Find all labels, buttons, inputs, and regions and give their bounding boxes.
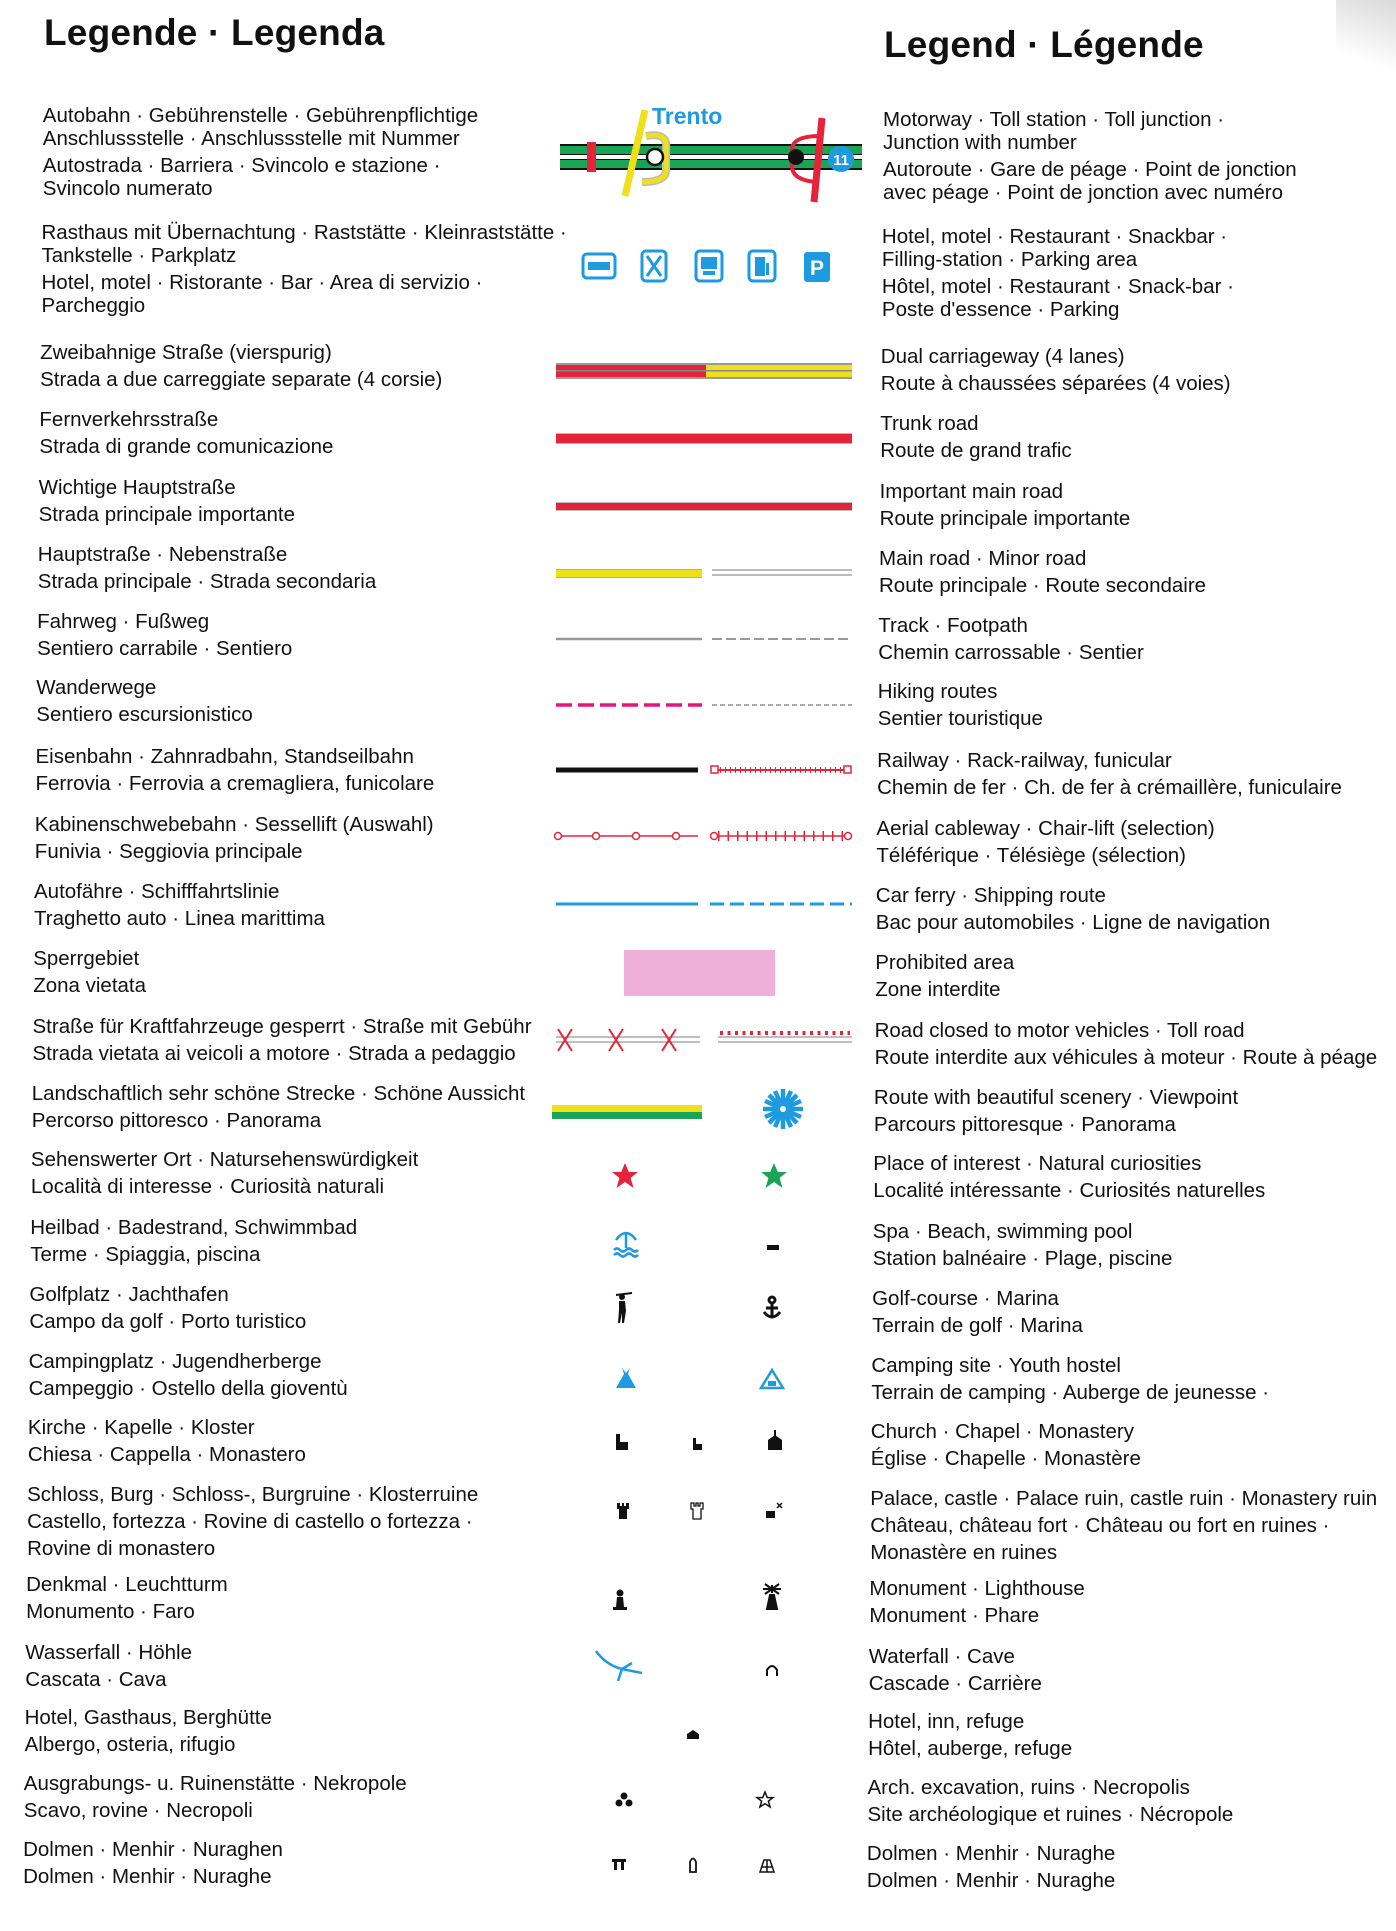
junction-icon [647, 149, 663, 165]
legend-line: Hotel, motel · Restaurant · Snackbar · [881, 225, 1228, 248]
legend-line: Fahrweg · Fußweg [37, 610, 210, 633]
legend-text-german-italian [39, 474, 295, 528]
legend-line: Église · Chapelle · Monastère [870, 1447, 1141, 1470]
legend-line: Junction with number [883, 131, 1077, 154]
cave-icon [767, 1666, 777, 1676]
legend-line: Monument · Phare [869, 1604, 1040, 1627]
legend-line: Hôtel, motel · Restaurant · Snack-bar · [881, 275, 1234, 298]
church-icon [616, 1434, 628, 1450]
legend-line: Route interdite aux véhicules à moteur · Route à péage [874, 1046, 1378, 1069]
legend-line: Strada principale importante [38, 503, 295, 526]
legend-line: Tankstelle · Parkplatz [41, 244, 237, 267]
golfer-icon [616, 1293, 632, 1323]
swimming-pool-icon [767, 1245, 779, 1250]
legend-line: Station balnéaire · Plage, piscine [872, 1247, 1173, 1270]
youth-hostel-icon [761, 1370, 783, 1388]
legend-text-english-french [871, 1352, 1269, 1406]
legend-line: Autostrada · Barriera · Svincolo e stazione · [42, 154, 441, 177]
legend-text-english-french [868, 1708, 1072, 1762]
legend-line: Spa · Beach, swimming pool [872, 1220, 1133, 1243]
legend-line: Route principale importante [879, 507, 1131, 530]
legend-line: Track · Footpath [878, 614, 1028, 637]
legend-text-english-french [877, 747, 1342, 801]
legend-line: Golfplatz · Jachthafen [29, 1283, 229, 1306]
legend-line: Golf-course · Marina [872, 1287, 1059, 1310]
refuge-symbols [550, 1704, 860, 1764]
scenic-route-symbol [550, 1080, 860, 1140]
legend-line: Terme · Spiaggia, piscina [30, 1243, 261, 1266]
legend-text-german-italian [25, 1639, 192, 1693]
legend-line: Cascade · Carrière [868, 1672, 1042, 1695]
interest-symbols [550, 1146, 860, 1206]
chapel-icon [693, 1438, 702, 1450]
toll-road-icon [718, 1033, 852, 1042]
refuge-icon [687, 1730, 699, 1739]
legend-line: Bac pour automobiles · Ligne de navigation [875, 911, 1271, 934]
camping-hostel-symbols [550, 1348, 860, 1408]
legend-line: Hôtel, auberge, refuge [868, 1737, 1073, 1760]
legend-text-english-french [869, 1575, 1084, 1629]
hiking-route-symbol [550, 674, 860, 734]
legend-text-english-french [875, 1017, 1378, 1071]
trunk-road-symbol [550, 406, 860, 466]
ferry-symbol [550, 878, 860, 938]
legend-line: Fernverkehrsstraße [39, 408, 219, 431]
legend-line: Camping site · Youth hostel [871, 1354, 1121, 1377]
legend-text-english-french [872, 1285, 1083, 1339]
legend-line: Localité intéressante · Curiosités naturelles [873, 1179, 1266, 1202]
legend-text-english-french [878, 678, 1043, 732]
legend-line: Hiking routes [877, 680, 998, 703]
legend-line: Castello, fortezza · Rovine di castello o fortezza · [27, 1510, 473, 1533]
legend-line: Sentiero escursionistico [36, 703, 253, 726]
legend-line: Traghetto auto · Linea marittima [34, 907, 325, 930]
legend-line: Campeggio · Ostello della gioventù [28, 1377, 348, 1400]
legend-line: Albergo, osteria, rifugio [24, 1733, 236, 1756]
legend-line: Landschaftlich sehr schöne Strecke · Schöne Aussicht [31, 1082, 526, 1105]
legend-text-english-french [873, 1150, 1265, 1204]
legend-line: Route de grand trafic [880, 439, 1072, 462]
legend-line: Dolmen · Menhir · Nuraghe [23, 1865, 272, 1888]
legend-line: Place of interest · Natural curiosities [873, 1152, 1202, 1175]
legend-line: Hotel, inn, refuge [868, 1710, 1025, 1733]
dolmen-symbols [550, 1836, 860, 1896]
title-german-italian: Legende · Legenda [44, 12, 385, 53]
legend-line: Poste d'essence · Parking [881, 298, 1120, 321]
legend-line: Zona vietata [33, 974, 147, 997]
legend-text-german-italian [37, 608, 292, 662]
legend-text-english-french [870, 1485, 1377, 1566]
legend-line: Percorso pittoresco · Panorama [31, 1109, 322, 1132]
legend-text-german-italian [29, 1281, 306, 1335]
waterfall-icon [596, 1651, 642, 1681]
legend-text-english-french [880, 410, 1071, 464]
legend-text-english-french [871, 1418, 1141, 1472]
legend-line: Strada principale · Strada secondaria [37, 570, 377, 593]
legend-line: Terrain de golf · Marina [872, 1314, 1083, 1337]
legend-text-german-italian [38, 541, 376, 595]
legend-line: Monumento · Faro [26, 1600, 195, 1623]
closed-road-symbol [550, 1013, 860, 1073]
dual-carriageway-symbol [550, 339, 860, 399]
legend-line: Railway · Rack-railway, funicular [877, 749, 1172, 772]
necropolis-icon [757, 1792, 773, 1807]
motorway-symbol [550, 104, 860, 204]
excavation-symbols [550, 1770, 860, 1830]
legend-line: Dolmen · Menhir · Nuraghe [866, 1869, 1116, 1892]
legend-line: Scavo, rovine · Necropoli [23, 1799, 253, 1822]
scan-shadow [1336, 0, 1396, 100]
parking-icon [804, 252, 830, 282]
legend-line: Chemin de fer · Ch. de fer à crémaillère, funiculaire [877, 776, 1342, 799]
legend-line: Route principale · Route secondaire [879, 574, 1207, 597]
legend-line: Autofähre · Schifffahrtslinie [34, 880, 280, 903]
legend-line: Monastère en ruines [870, 1541, 1058, 1564]
red-star-icon [612, 1163, 638, 1188]
nuraghe-icon [760, 1860, 774, 1872]
legend-line: Route with beautiful scenery · Viewpoint [873, 1086, 1239, 1109]
legend-line: Cascata · Cava [25, 1668, 167, 1691]
legend-line: Dual carriageway (4 lanes) [880, 345, 1125, 368]
legend-text-english-french [879, 545, 1206, 599]
legend-text-german-italian [23, 1836, 283, 1890]
legend-line: Anschlussstelle · Anschlussstelle mit Nummer [42, 127, 460, 150]
legend-line: Chiesa · Cappella · Monastero [27, 1443, 306, 1466]
legend-line: Dolmen · Menhir · Nuraghe [866, 1842, 1116, 1865]
legend-line: Strada di grande comunicazione [39, 435, 334, 458]
city-label: Trento [652, 103, 723, 129]
excavation-icon [616, 1793, 633, 1807]
legend-text-english-french [883, 108, 1297, 204]
legend-text-english-french [868, 1774, 1234, 1828]
legend-line: Strada vietata ai veicoli a motore · Strada a pedaggio [32, 1042, 516, 1065]
legend-text-german-italian [27, 1481, 478, 1562]
legend-text-german-italian [42, 221, 567, 317]
legend-text-german-italian [39, 406, 333, 460]
legend-text-german-italian [26, 1571, 228, 1625]
legend-line: Campingplatz · Jugendherberge [28, 1350, 322, 1373]
legend-line: Parcours pittoresque · Panorama [873, 1113, 1176, 1136]
legend-text-german-italian [34, 878, 325, 932]
legend-text-german-italian [36, 674, 253, 728]
legend-text-german-italian [31, 1146, 418, 1200]
service-icons [550, 221, 860, 281]
legend-line: Sehenswerter Ort · Natursehenswürdigkeit [30, 1148, 419, 1171]
legend-line: Wanderwege [36, 676, 157, 699]
legend-line: Hotel, Gasthaus, Berghütte [24, 1706, 272, 1729]
legend-line: Route à chaussées séparées (4 voies) [880, 372, 1231, 395]
legend-text-english-french [880, 478, 1131, 532]
legend-line: Terrain de camping · Auberge de jeunesse · [871, 1381, 1270, 1404]
toll-station-icon [587, 142, 596, 172]
legend-text-german-italian [40, 339, 442, 393]
legend-line: Campo da golf · Porto turistico [29, 1310, 307, 1333]
camping-icon [616, 1368, 636, 1388]
legend-line: Hotel, motel · Ristorante · Bar · Area di servizio · [41, 271, 483, 294]
legend-text-german-italian [30, 1214, 357, 1268]
prohibited-area-symbol [550, 945, 860, 1005]
legend-text-english-french [881, 343, 1231, 397]
legend-line: Kirche · Kapelle · Kloster [27, 1416, 255, 1439]
legend-line: Schloss, Burg · Schloss-, Burgruine · Klosterruine [27, 1483, 479, 1506]
legend-line: Denkmal · Leuchtturm [26, 1573, 228, 1596]
castle-symbols [550, 1481, 860, 1541]
legend-text-german-italian [32, 1080, 525, 1134]
green-star-icon [761, 1163, 787, 1188]
legend-line: Funivia · Seggiovia principale [34, 840, 303, 863]
golf-marina-symbols [550, 1281, 860, 1341]
legend-text-german-italian [29, 1348, 348, 1402]
anchor-icon [764, 1297, 780, 1318]
legend-text-german-italian [28, 1414, 306, 1468]
legend-text-german-italian [25, 1704, 272, 1758]
legend-text-german-italian [35, 811, 434, 865]
legend-line: Località di interesse · Curiosità naturali [30, 1175, 385, 1198]
dolmen-icon [612, 1859, 626, 1870]
legend-text-german-italian [24, 1770, 407, 1824]
legend-line: Autoroute · Gare de péage · Point de jonction [883, 158, 1297, 181]
legend-text-german-italian [33, 945, 146, 999]
lighthouse-icon [763, 1584, 781, 1609]
monastery-icon [768, 1430, 782, 1450]
legend-line: Chemin carrossable · Sentier [878, 641, 1144, 664]
legend-line: Important main road [879, 480, 1064, 503]
title-english-french: Legend · Légende [884, 24, 1204, 65]
legend-line: Sperrgebiet [33, 947, 140, 970]
legend-text-german-italian [36, 743, 435, 797]
spa-fountain-icon [614, 1232, 638, 1257]
waterfall-cave-symbols [550, 1639, 860, 1699]
main-minor-road-symbol [550, 541, 860, 601]
legend-line: Wasserfall · Höhle [25, 1641, 192, 1664]
legend-line: Heilbad · Badestrand, Schwimmbad [30, 1216, 358, 1239]
legend-line: Ferrovia · Ferrovia a cremagliera, funicolare [35, 772, 435, 795]
chair-lift-icon [711, 833, 852, 840]
legend-line: Autobahn · Gebührenstelle · Gebührenpflichtige [42, 104, 479, 127]
legend-line: Strada a due carreggiate separate (4 corsie) [40, 368, 443, 391]
legend-line: Monument · Lighthouse [869, 1577, 1085, 1600]
legend-text-english-french [876, 882, 1270, 936]
monument-lighthouse-symbols [550, 1571, 860, 1631]
spa-beach-symbols [550, 1214, 860, 1274]
legend-line: Rasthaus mit Übernachtung · Raststätte · Kleinraststätte · [41, 221, 567, 244]
legend-line: Aerial cableway · Chair-lift (selection) [876, 817, 1215, 840]
legend-text-english-french [882, 225, 1234, 321]
cableway-symbol [550, 811, 860, 871]
fuel-icon [755, 257, 769, 276]
legend-line: Svincolo numerato [42, 177, 213, 200]
legend-line: Château, château fort · Château ou fort en ruines · [870, 1514, 1330, 1537]
svg-text:P: P [809, 257, 825, 280]
legend-line: Car ferry · Shipping route [875, 884, 1106, 907]
junction-number-icon: 11 [833, 152, 849, 169]
legend-line: Filling-station · Parking area [881, 248, 1138, 271]
castle-icon [617, 1503, 629, 1519]
legend-text-english-french [867, 1840, 1115, 1894]
closed-cross-icons [558, 1029, 676, 1051]
monastery-ruin-icon [766, 1503, 782, 1518]
legend-text-german-italian [33, 1013, 532, 1067]
legend-line: Rovine di monastero [27, 1537, 216, 1560]
legend-line: Arch. excavation, ruins · Necropolis [867, 1776, 1190, 1799]
toll-junction-icon [788, 149, 804, 165]
legend-line: Road closed to motor vehicles · Toll road [874, 1019, 1245, 1042]
legend-line: Prohibited area [875, 951, 1015, 974]
bed-icon [588, 262, 610, 270]
monument-icon [613, 1590, 627, 1611]
legend-text-english-french [874, 1084, 1238, 1138]
cup-icon [701, 257, 717, 275]
viewpoint-icon [763, 1089, 803, 1129]
legend-line: Eisenbahn · Zahnradbahn, Standseilbahn [35, 745, 414, 768]
legend-line: Zone interdite [875, 978, 1001, 1001]
important-main-road-symbol [550, 474, 860, 534]
legend-line: Ausgrabungs- u. Ruinenstätte · Nekropole [23, 1772, 407, 1795]
legend-line: Palace, castle · Palace ruin, castle ruin · Monastery ruin [870, 1487, 1378, 1510]
legend-line: Wichtige Hauptstraße [38, 476, 236, 499]
legend-line: Main road · Minor road [879, 547, 1087, 570]
rack-railway-icon [711, 766, 851, 773]
legend-text-english-french [878, 612, 1143, 666]
legend-line: Dolmen · Menhir · Nuraghen [23, 1838, 283, 1861]
track-footpath-symbol [550, 608, 860, 668]
castle-ruin-icon [691, 1503, 703, 1519]
menhir-icon [690, 1859, 696, 1873]
legend-text-english-french [876, 815, 1214, 869]
legend-line: Trunk road [880, 412, 979, 435]
legend-line: Straße für Kraftfahrzeuge gesperrt · Straße mit Gebühr [32, 1015, 532, 1038]
legend-line: Motorway · Toll station · Toll junction · [883, 108, 1225, 131]
legend-line: avec péage · Point de jonction avec numéro [883, 181, 1284, 204]
legend-line: Téléférique · Télésiège (sélection) [876, 844, 1186, 867]
legend-text-english-french [873, 1218, 1173, 1272]
legend-text-english-french [869, 1643, 1042, 1697]
legend-line: Church · Chapel · Monastery [870, 1420, 1134, 1443]
legend-line: Parcheggio [41, 294, 146, 317]
church-symbols [550, 1414, 860, 1474]
legend-line: Kabinenschwebebahn · Sessellift (Auswahl) [34, 813, 434, 836]
legend-line: Hauptstraße · Nebenstraße [37, 543, 288, 566]
railway-symbol [550, 743, 860, 803]
legend-line: Sentier touristique [877, 707, 1043, 730]
legend-text-german-italian [43, 104, 478, 200]
legend-line: Site archéologique et ruines · Nécropole [867, 1803, 1234, 1826]
legend-line: Waterfall · Cave [868, 1645, 1015, 1668]
legend-line: Zweibahnige Straße (vierspurig) [40, 341, 332, 364]
legend-text-english-french [875, 949, 1014, 1003]
legend-line: Sentiero carrabile · Sentiero [37, 637, 293, 660]
restaurant-icon [647, 256, 661, 276]
